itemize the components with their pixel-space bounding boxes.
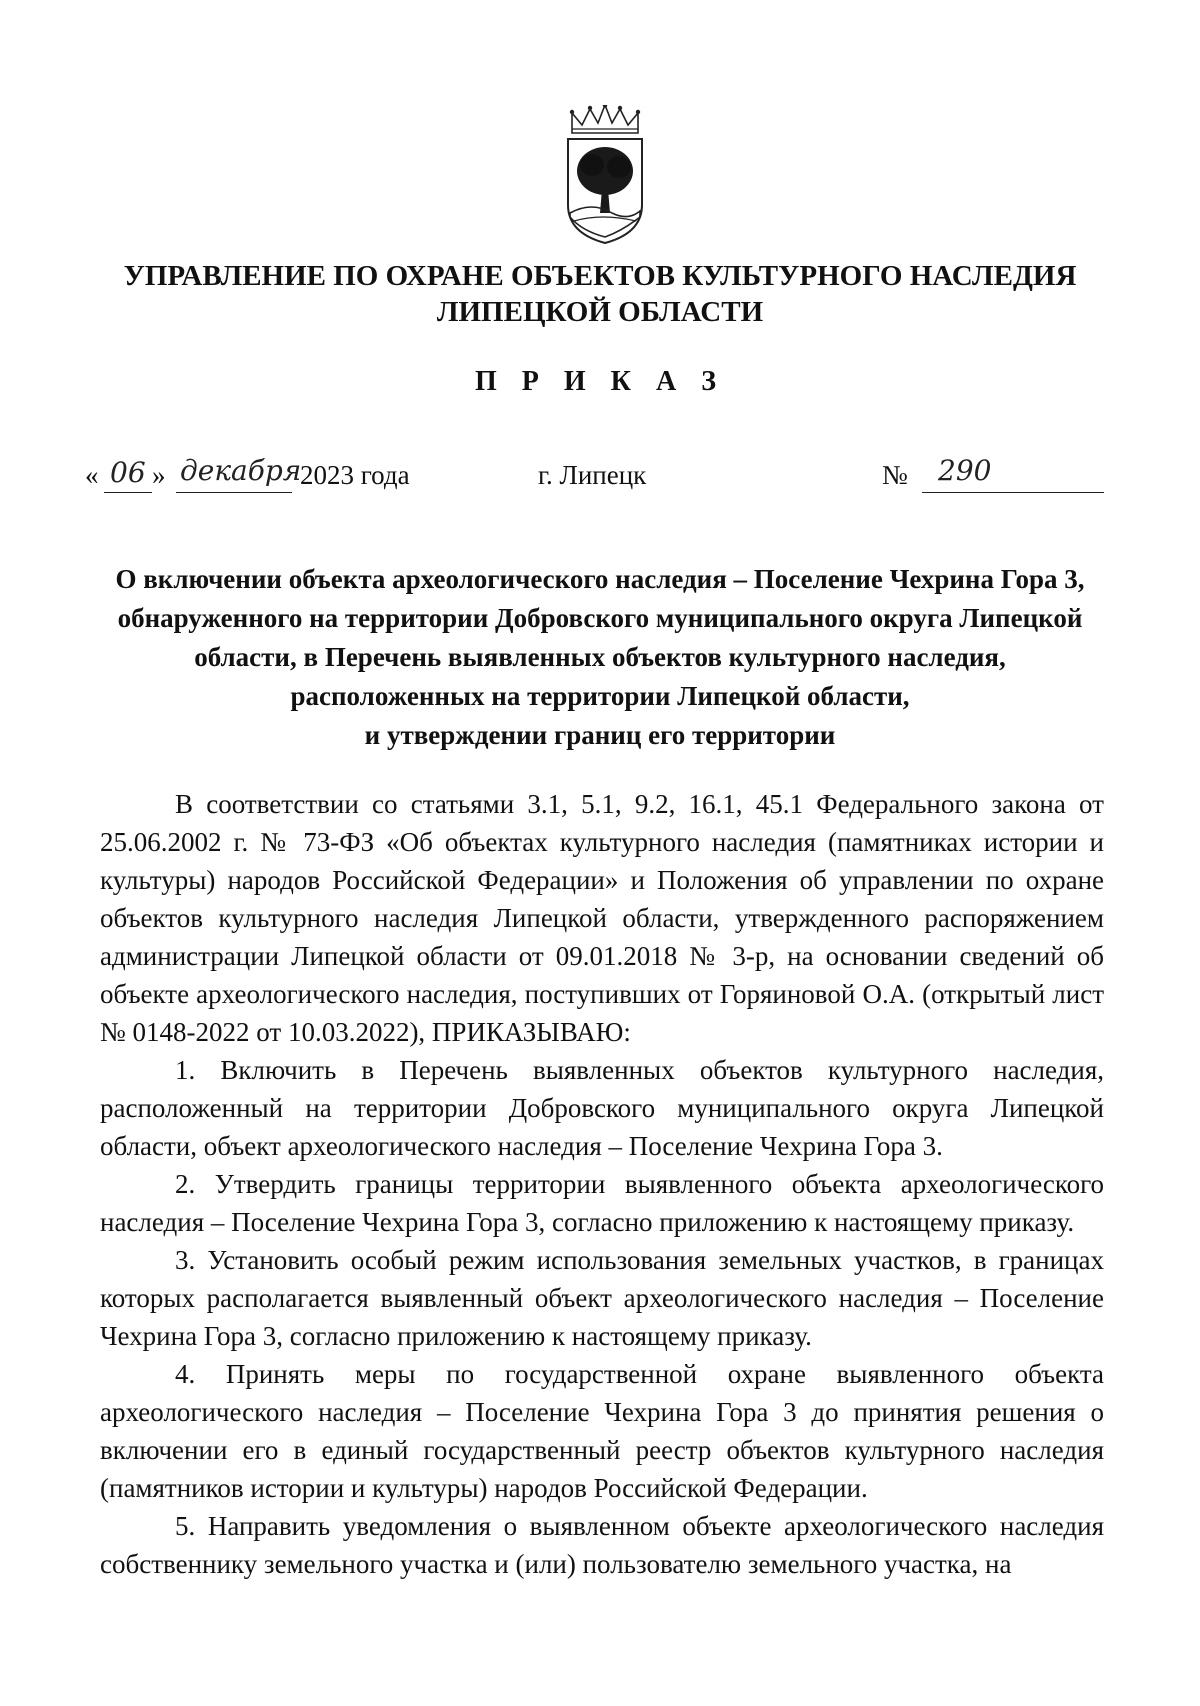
quote-open: « bbox=[85, 460, 99, 490]
month-underline bbox=[176, 492, 292, 493]
title-line3: области, в Перечень выявленных объектов культурного наследия, bbox=[194, 642, 1006, 672]
title-line5: и утверждении границ его территории bbox=[364, 720, 836, 750]
order-item-3: 3. Установить особый режим использования земельных участков, в границах которых располагается выявленный объект археологического наследия – Поселение Чехрина Гора 3, согласно приложению к настоящему приказу. bbox=[100, 1245, 1104, 1351]
order-item-4: 4. Принять меры по государственной охране выявленного объекта археологического наследия – Поселение Чехрина Гора 3 до принятия решения о включении его в единый государственный реестр объектов культурного наследия (памятников истории и культуры) народов Российской Федерации. bbox=[100, 1359, 1104, 1503]
organization-name bbox=[60, 258, 1140, 330]
date-month-handwritten: декабря bbox=[180, 454, 302, 487]
organization-name-line1: УПРАВЛЕНИЕ ПО ОХРАНЕ ОБЪЕКТОВ КУЛЬТУРНОГО НАСЛЕДИЯ bbox=[123, 260, 1077, 292]
document-details-line bbox=[0, 452, 1200, 508]
day-underline bbox=[104, 492, 152, 493]
organization-name-line2: ЛИПЕЦКОЙ ОБЛАСТИ bbox=[436, 296, 764, 328]
document-title bbox=[95, 560, 1105, 755]
document-body bbox=[100, 785, 1104, 1583]
number-underline bbox=[922, 492, 1104, 493]
document-number-handwritten: 290 bbox=[938, 454, 992, 487]
lipetsk-coat-of-arms-icon bbox=[562, 105, 648, 245]
title-line1: О включении объекта археологического наследия – Поселение Чехрина Гора 3, bbox=[115, 564, 1085, 594]
order-item-2: 2. Утвердить границы территории выявленного объекта археологического наследия – Поселение Чехрина Гора 3, согласно приложению к настоящему приказу. bbox=[100, 1169, 1104, 1237]
date-day-handwritten: 06 bbox=[110, 456, 146, 489]
date-year: 2023 года bbox=[300, 460, 410, 490]
city: г. Липецк bbox=[538, 460, 647, 490]
order-item-1: 1. Включить в Перечень выявленных объектов культурного наследия, расположенный на территории Добровского муниципального округа Липецкой области, объект археологического наследия – Поселение Чехрина Гора 3. bbox=[100, 1055, 1104, 1161]
preamble-paragraph: В соответствии со статьями 3.1, 5.1, 9.2, 16.1, 45.1 Федерального закона от 25.06.2002 г. № 73-ФЗ «Об объектах культурного наследия (памятниках истории и культуры) народов Российской Федерации» и Положения об управлении по охране объектов культурного наследия Липецкой области, утвержденного распоряжением администрации Липецкой области от 09.01.2018 № 3-р, на основании сведений об объекте археологического наследия, поступивших от Горяиновой О.А. (открытый лист № 0148-2022 от 10.03.2022), ПРИКАЗЫВАЮ: bbox=[100, 789, 1104, 1047]
title-line2: обнаруженного на территории Добровского муниципального округа Липецкой bbox=[117, 603, 1083, 633]
document-type: П Р И К А З bbox=[475, 366, 725, 397]
order-item-5: 5. Направить уведомления о выявленном объекте археологического наследия собственнику земельного участка и (или) пользователю земельного участка, на bbox=[100, 1511, 1104, 1579]
title-line4: расположенных на территории Липецкой области, bbox=[290, 681, 910, 711]
number-label: № bbox=[882, 460, 908, 490]
quote-close: » bbox=[152, 460, 166, 490]
